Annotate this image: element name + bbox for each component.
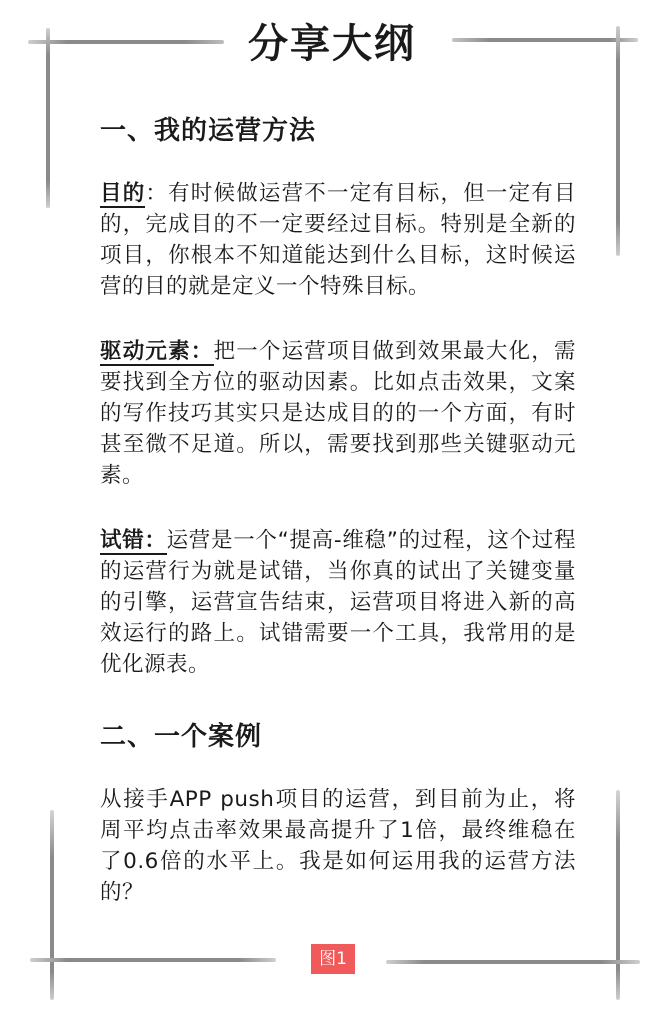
method-item-trial-error [100,525,576,680]
section-2 [100,716,576,753]
method-item-drivers [100,336,576,491]
frame-stroke-bottom-left [30,958,276,962]
term-separator: ： [145,181,169,206]
frame-stroke-left-bottom [50,810,54,1000]
term-label: 目的 [100,181,146,206]
item-text: 有时候做运营不一定有目标，但一定有目的，完成目的不一定要经过目标。特别是全新的项目，你根本不知道能达到什么目标，这时候运营的目的就是定义一个特殊目标。 [100,181,576,299]
case-paragraph: 从接手APP push项目的运营，到目前为止，将周平均点击率效果最高提升了1倍，最终维稳在了0.6倍的水平上。我是如何运用我的运营方法的？ [100,787,576,905]
page-title: 分享大纲 [248,21,416,67]
item-text: 运营是一个“提高-维稳”的过程，这个过程的运营行为就是试错，当你真的试出了关键变量的引擎，运营宣告结束，运营项目将进入新的高效运行的路上。试错需要一个工具，我常用的是优化源表。 [100,528,576,677]
method-item-goal [100,178,576,302]
section-heading: 二、一个案例 [100,722,263,752]
frame-stroke-bottom-right [386,960,640,964]
frame-stroke-right-bottom [616,790,620,1000]
item-text: 把一个运营项目做到效果最大化，需要找到全方位的驱动因素。比如点击效果，文案的写作技巧其实只是达成目的的一个方面，有时甚至微不足道。所以，需要找到那些关键驱动元素。 [100,339,576,488]
section-heading: 一、我的运营方法 [100,116,317,146]
figure-label-badge: 图1 [311,944,355,974]
case-paragraph-block [100,784,576,908]
term-label: 试错： [100,528,167,553]
term-label: 驱动元素： [100,339,214,364]
section-1 [100,110,576,147]
